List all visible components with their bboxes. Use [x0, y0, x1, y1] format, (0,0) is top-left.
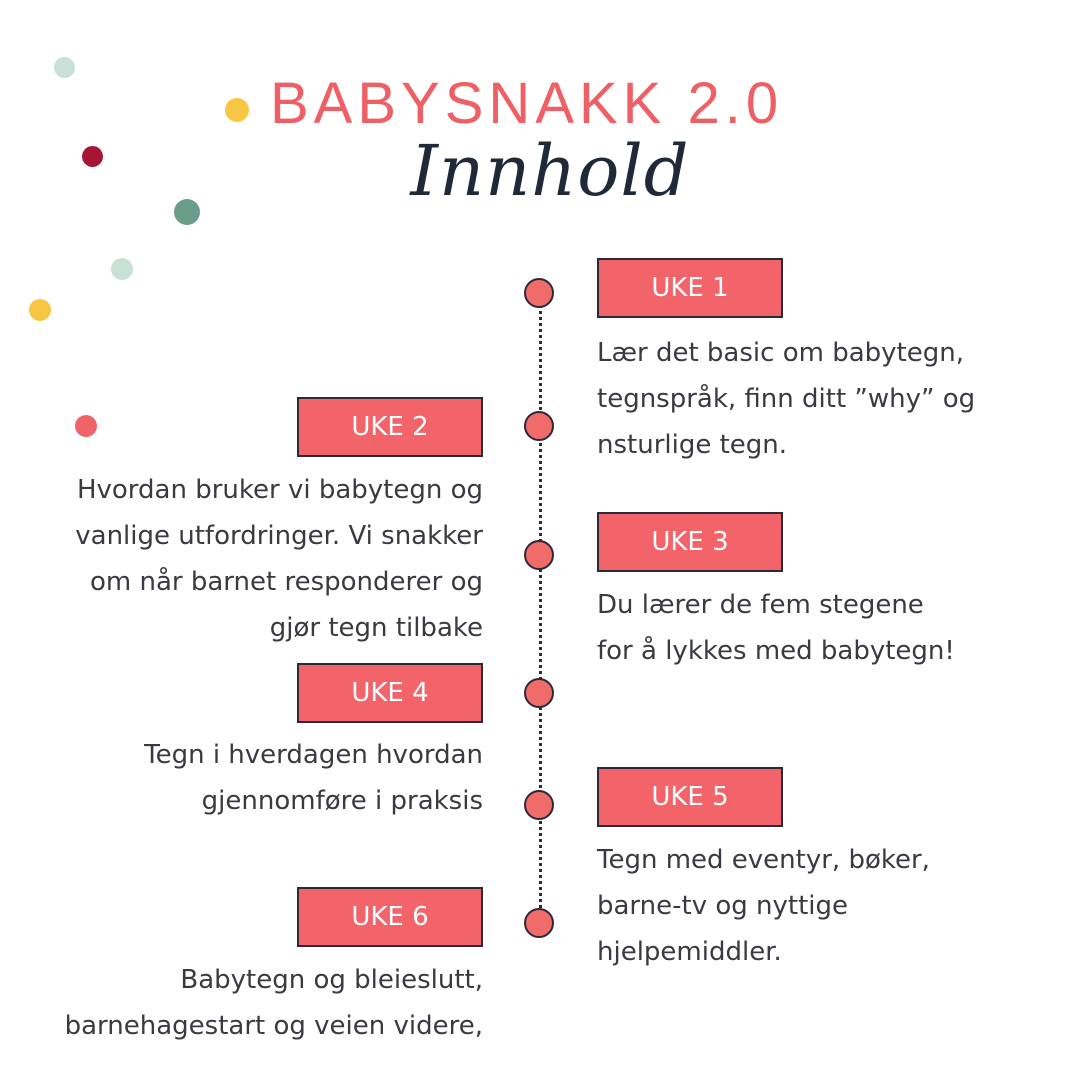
- week-description-3: Du lærer de fem stegene for å lykkes med babytegn!: [597, 590, 955, 666]
- timeline-node: [524, 678, 554, 708]
- decorative-dot: [225, 98, 249, 122]
- decorative-dot: [111, 258, 133, 280]
- decorative-dot: [29, 299, 51, 321]
- decorative-dot: [54, 57, 75, 78]
- week-description-6: Babytegn og bleieslutt, barnehagestart og veien videre,: [64, 965, 483, 1041]
- week-badge-5: UKE 5: [597, 767, 783, 827]
- page-title: BABYSNAKK 2.0: [270, 71, 784, 136]
- timeline-node: [524, 790, 554, 820]
- decorative-dot: [75, 415, 97, 437]
- timeline-node: [524, 411, 554, 441]
- week-badge-4: UKE 4: [297, 663, 483, 723]
- timeline-line: [539, 300, 542, 920]
- timeline-node: [524, 908, 554, 938]
- week-description-5: Tegn med eventyr, bøker, barne-tv og nyttige hjelpemiddler.: [597, 845, 930, 967]
- timeline-node: [524, 278, 554, 308]
- timeline-node: [524, 540, 554, 570]
- week-description-1: Lær det basic om babytegn, tegnspråk, finn ditt ”why” og nsturlige tegn.: [597, 338, 976, 460]
- week-description-4: Tegn i hverdagen hvordan gjennomføre i praksis: [144, 740, 483, 816]
- week-badge-6: UKE 6: [297, 887, 483, 947]
- week-badge-2: UKE 2: [297, 397, 483, 457]
- decorative-dot: [174, 199, 200, 225]
- week-badge-1: UKE 1: [597, 258, 783, 318]
- week-description-2: Hvordan bruker vi babytegn og vanlige utfordringer. Vi snakker om når barnet responderer og gjør tegn tilbake: [75, 475, 483, 643]
- week-badge-3: UKE 3: [597, 512, 783, 572]
- decorative-dot: [82, 146, 103, 167]
- page-subtitle: Innhold: [410, 130, 690, 212]
